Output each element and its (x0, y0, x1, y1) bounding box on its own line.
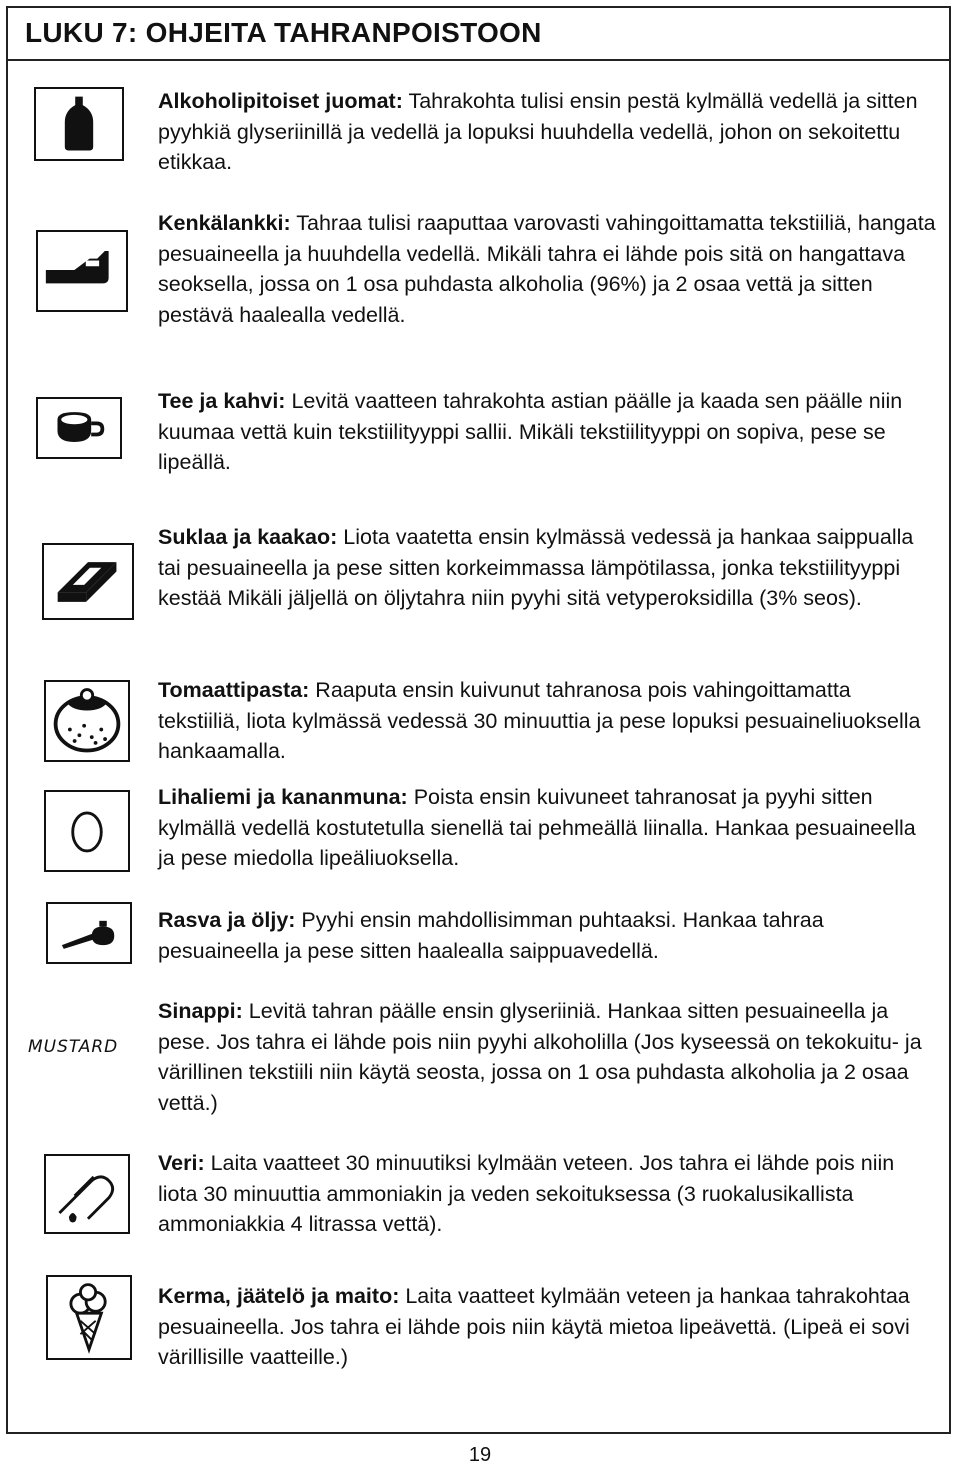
entry-cream-milk (158, 1281, 938, 1373)
page-title: LUKU 7: OHJEITA TAHRANPOISTOON (25, 17, 542, 48)
entry-mustard (158, 996, 938, 1118)
entry-label: Lihaliemi ja kananmuna: (158, 785, 408, 809)
entry-chocolate (158, 522, 938, 614)
entry-label: Veri: (158, 1151, 205, 1175)
blood-drop-icon (44, 1154, 130, 1234)
entry-label: Tomaattipasta: (158, 678, 310, 702)
entry-text: Pyyhi ensin mahdollisimman puhtaaksi. Hankaa tahraa pesuaineella ja pese sitten haalealla saippuavedellä. (158, 908, 824, 963)
entry-alcohol (158, 86, 938, 178)
entry-tomato (158, 675, 938, 767)
entry-label: Kenkälankki: (158, 211, 291, 235)
entry-broth-egg (158, 782, 938, 874)
entry-blood (158, 1148, 938, 1240)
page-number: 19 (468, 1444, 492, 1466)
entry-text: Poista ensin kuivuneet tahranosat ja pyyhi sitten kylmällä vedellä kostutetulla sienellä tai pehmeällä liinalla. Hankaa pesuaineella ja pese miedolla lipeäliuoksella. (158, 785, 916, 871)
entry-label: Alkoholipitoiset juomat: (158, 89, 403, 113)
entry-label: Tee ja kahvi: (158, 389, 286, 413)
entry-tea-coffee (158, 386, 938, 478)
entry-shoe-polish (158, 208, 938, 330)
entry-text: Levitä vaatteen tahrakohta astian päälle ja kaada sen päälle niin kuumaa vettä kuin tekstiilityyppi sallii. Mikäli tekstiilityyppi on sopiva, pese se lipeällä. (158, 389, 903, 475)
entry-label: Kerma, jäätelö ja maito: (158, 1284, 400, 1308)
entry-label: Suklaa ja kaakao: (158, 525, 338, 549)
entry-label: Rasva ja öljy: (158, 908, 296, 932)
bottle-icon (34, 87, 124, 161)
ice-cream-icon (46, 1275, 132, 1360)
entry-text: Laita vaatteet kylmään veteen ja hankaa tahrakohtaa pesuaineella. Jos tahra ei lähde pois niin käytä mietoa lipeävettä. (Lipeä ei sovi värillisille vaatteille.) (158, 1284, 910, 1370)
entry-text: Raaputa ensin kuivunut tahranosa pois vahingoittamatta tekstiiliä, liota kylmässä vedessä 30 minuuttia ja pese lopuksi pesuaineliuoksella hankaamalla. (158, 678, 921, 764)
entry-text: Tahraa tulisi raaputtaa varovasti vahingoittamatta tekstiiliä, hangata pesuaineella ja huuhdella vedellä. Mikäli tahra ei lähde pois sitä on hangattava seoksella, jossa on 1 osa puhdasta alkoholia (96%) ja 2 osaa vettä ja sitten pestävä haalealla vedellä. (158, 211, 936, 327)
cup-icon (36, 397, 122, 459)
chocolate-icon (42, 543, 134, 620)
entry-text: Liota vaatetta ensin kylmässä vedessä ja hankaa saippualla tai pesuaineella ja pese sitten korkeimmassa lämpötilassa, jonka tekstiilityyppi kestää Mikäli jäljellä on öljytahra niin pyyhi sitä vetyperoksidilla (3% seos). (158, 525, 914, 611)
mustard-icon: MUSTARD (28, 1037, 119, 1057)
entry-text: Tahrakohta tulisi ensin pestä kylmällä vedellä ja sitten pyyhkiä glyseriinillä ja vedellä ja lopuksi huuhdella vedellä, johon on sekoitettu etikkaa. (158, 89, 918, 175)
oil-can-icon (46, 902, 132, 964)
entry-text: Levitä tahran päälle ensin glyseriiniä. Hankaa sitten pesuaineella ja pese. Jos tahra ei lähde pois niin pyyhi alkoholilla (Jos kyseessä on tekokuitu- ja värillinen tekstiili niin käytä seosta, jossa on 1 osa puhdasta alkoholia ja 2 osaa vettä.) (158, 999, 922, 1115)
shoe-icon (36, 230, 128, 312)
tomato-icon (44, 680, 130, 762)
entry-label: Sinappi: (158, 999, 243, 1023)
entry-text: Laita vaatteet 30 minuutiksi kylmään veteen. Jos tahra ei lähde pois niin liota 30 minuuttia ammoniakin ja veden sekoituksessa (3 ruokalusikallista ammoniakkia 4 litrassa vettä). (158, 1151, 895, 1237)
entry-grease-oil (158, 905, 938, 966)
egg-icon (44, 790, 130, 872)
